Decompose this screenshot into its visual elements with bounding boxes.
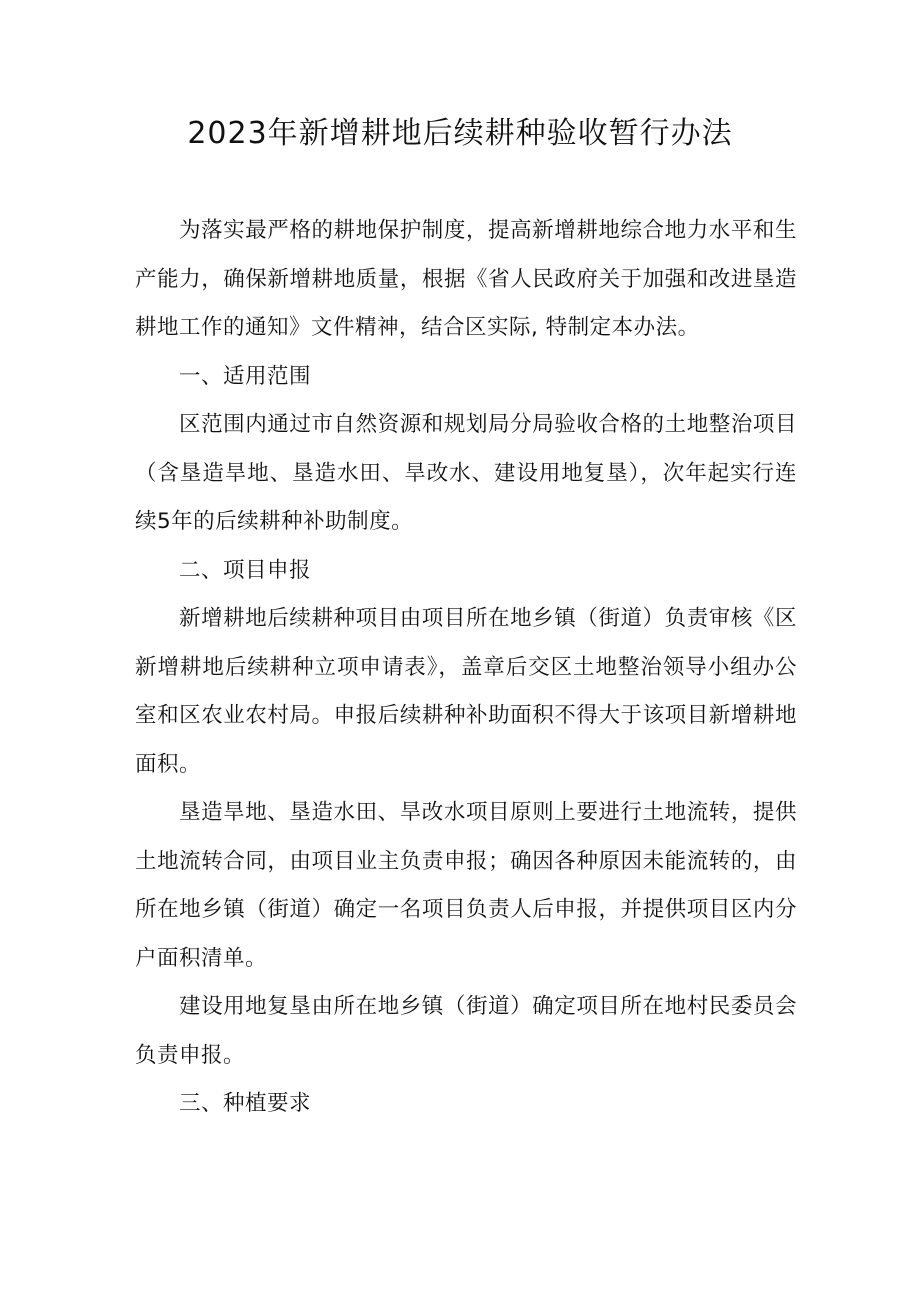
paragraph-intro: 为落实最严格的耕地保护制度，提高新增耕地综合地力水平和生产能力，确保新增耕地质量，根据《省人民政府关于加强和改进垦造耕地工作的通知》文件精神，结合区实际, 特制定本办法。 xyxy=(135,218,797,340)
paragraph-application-reclamation: 建设用地复垦由所在地乡镇（街道）确定项目所在地村民委员会负责申报。 xyxy=(135,994,797,1068)
section-heading-planting: 三、种植要求 xyxy=(179,1091,312,1116)
document-body xyxy=(135,207,797,1129)
document-title: 2023年新增耕地后续耕种验收暂行办法 xyxy=(187,116,733,151)
section-heading-application: 二、项目申报 xyxy=(179,557,312,583)
paragraph-scope: 区范围内通过市自然资源和规划局分局验收合格的土地整治项目（含垦造旱地、垦造水田、旱改水、建设用地复垦），次年起实行连续5年的后续耕种补助制度。 xyxy=(135,412,797,534)
section-heading-scope: 一、适用范围 xyxy=(179,363,312,389)
paragraph-application-review: 新增耕地后续耕种项目由项目所在地乡镇（街道）负责审核《区新增耕地后续耕种立项申请表》，盖章后交区土地整治领导小组办公室和区农业农村局。申报后续耕种补助面积不得大于该项目新增耕地面积。 xyxy=(135,606,797,777)
paragraph-application-transfer: 垦造旱地、垦造水田、旱改水项目原则上要进行土地流转，提供土地流转合同，由项目业主负责申报；确因各种原因未能流转的，由所在地乡镇（街道）确定一名项目负责人后申报，并提供项目区内分户面积清单。 xyxy=(135,800,797,971)
